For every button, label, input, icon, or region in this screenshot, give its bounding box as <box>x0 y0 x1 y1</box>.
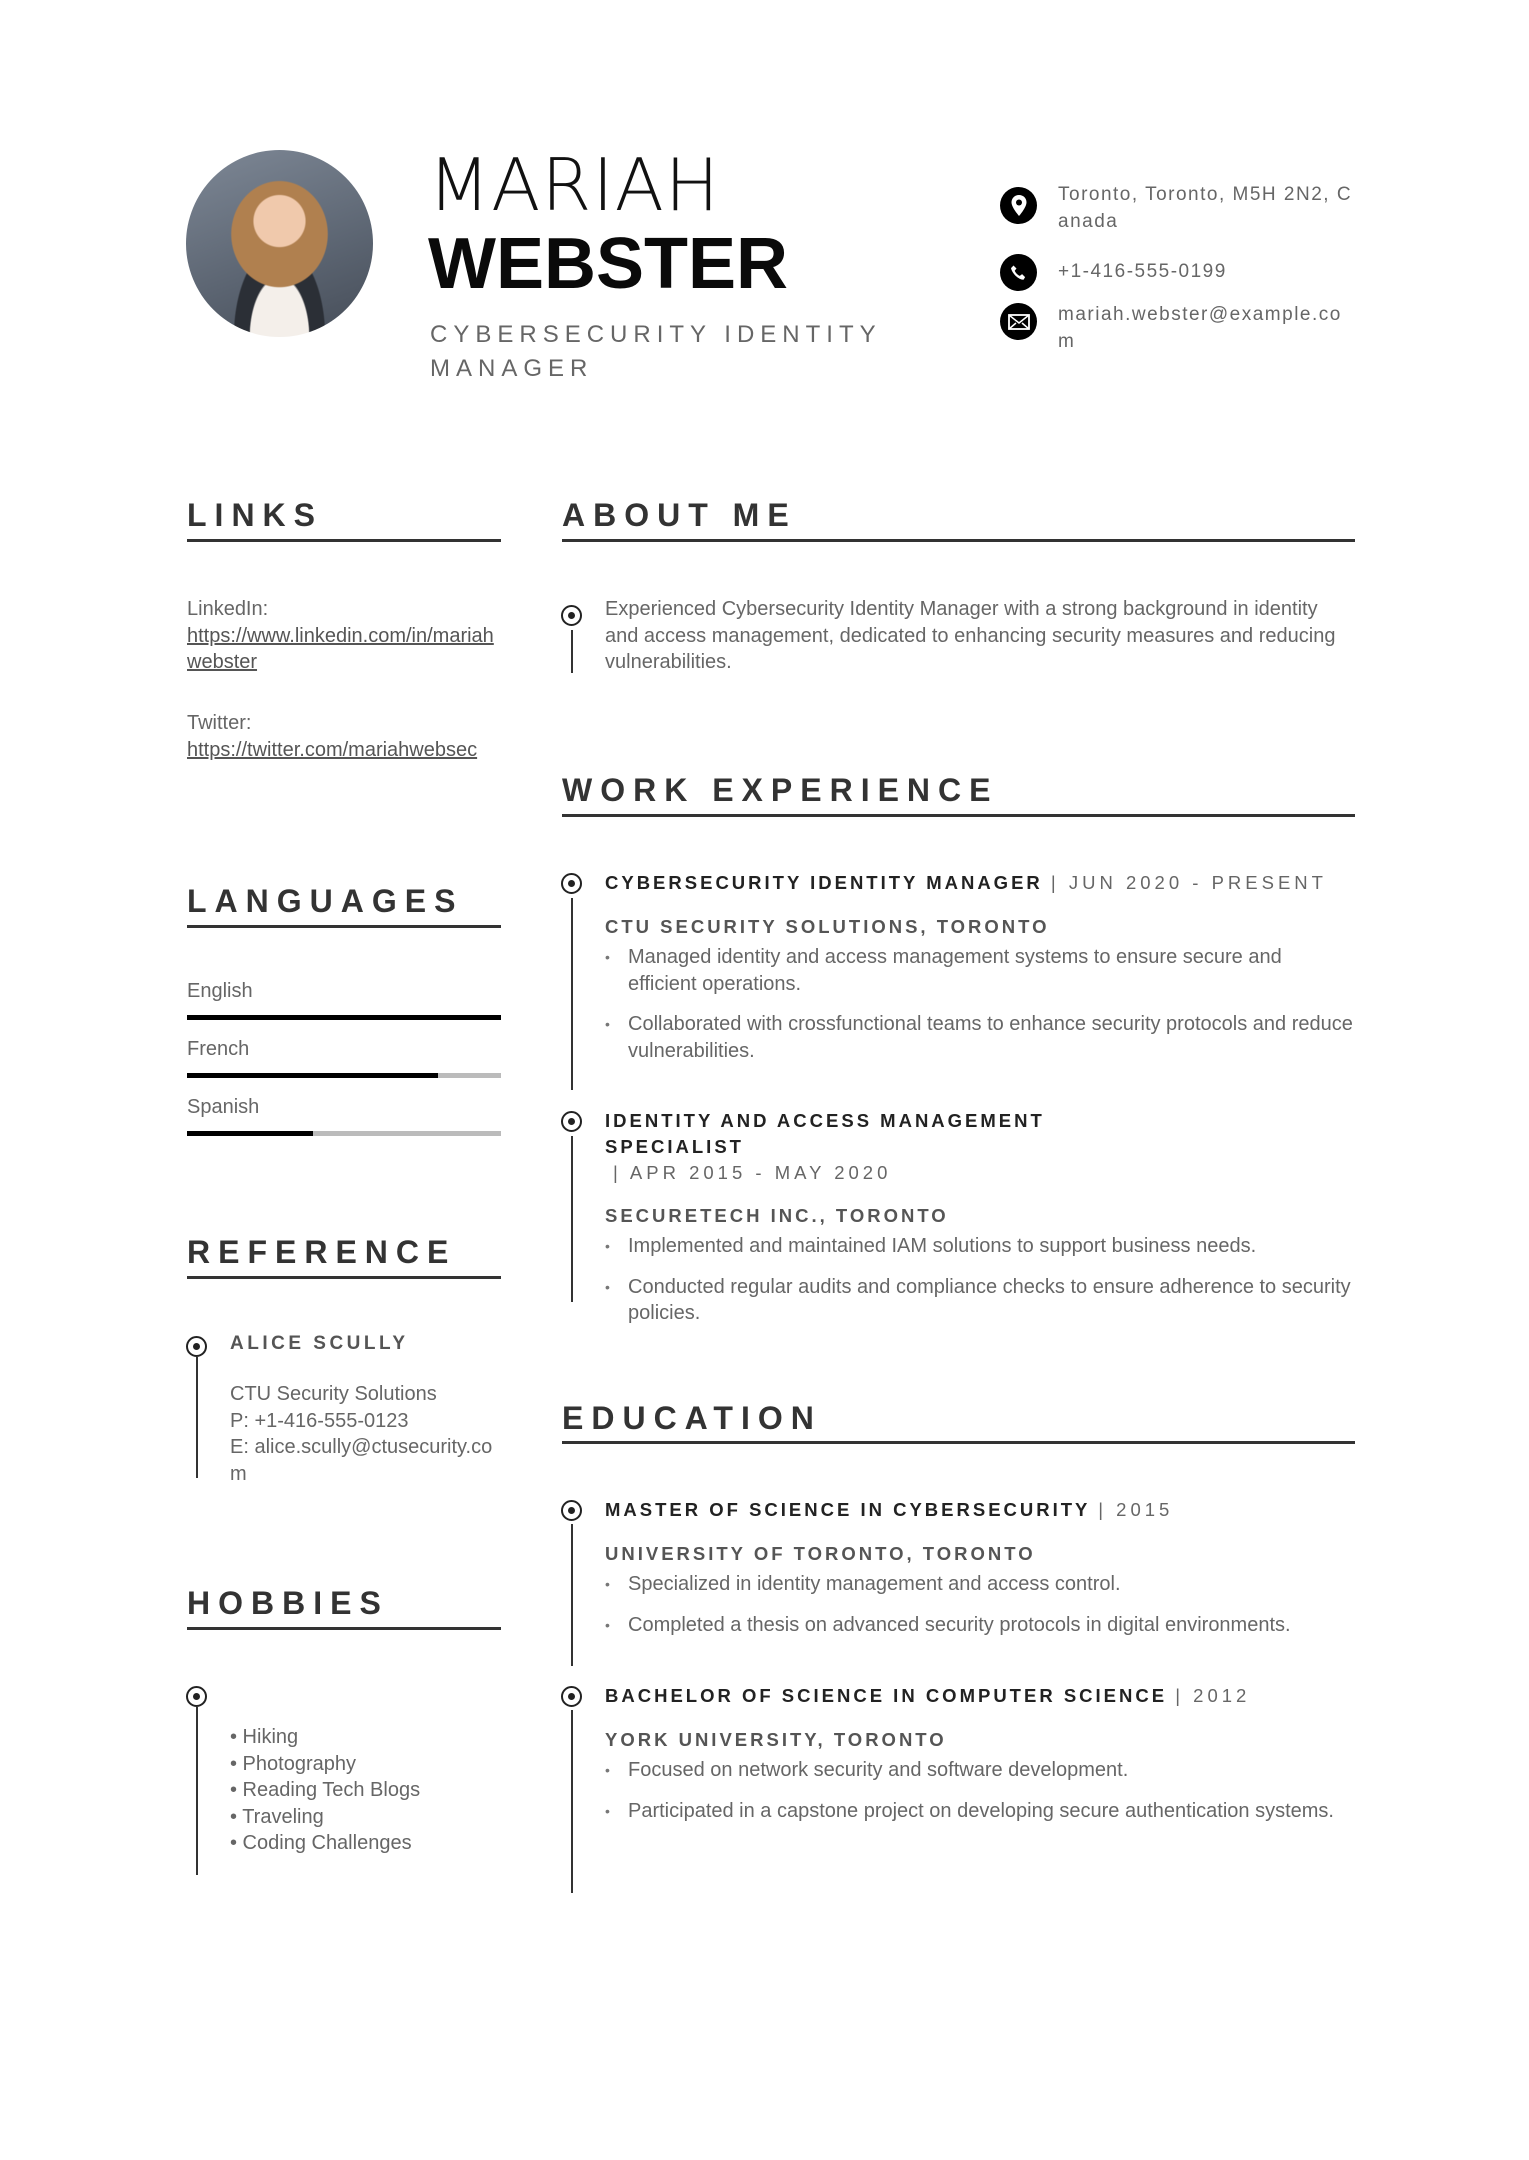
link-item-twitter <box>187 710 501 763</box>
hobby-item: • Traveling <box>230 1805 324 1828</box>
work-entry-title <box>605 1108 1165 1186</box>
language-level-bar <box>187 1131 501 1136</box>
job-company: CTU SECURITY SOLUTIONS, TORONTO <box>605 916 1050 937</box>
job-bullet: • Implemented and maintained IAM solutions to support business needs. <box>605 1233 1355 1260</box>
education-heading: EDUCATION <box>562 1400 822 1436</box>
education-bullet: • Focused on network security and software development. <box>605 1757 1355 1784</box>
hobby-item: • Coding Challenges <box>230 1832 412 1854</box>
education-entry-title <box>605 1497 1355 1523</box>
timeline-dot-icon <box>561 1500 582 1521</box>
degree-year: | 2015 <box>1098 1499 1174 1520</box>
languages-rule <box>187 925 501 928</box>
education-rule <box>562 1441 1355 1444</box>
reference-heading: REFERENCE <box>187 1234 457 1270</box>
links-rule <box>187 539 501 542</box>
school-name: YORK UNIVERSITY, TORONTO <box>605 1729 947 1750</box>
link-item-linkedin <box>187 596 501 676</box>
last-name: WEBSTER <box>428 224 788 304</box>
contact-email <box>1000 303 1358 355</box>
job-date: | JUN 2020 - PRESENT <box>1050 872 1327 893</box>
timeline-dot-icon <box>561 605 582 626</box>
contact-location <box>1000 184 1358 235</box>
first-name: MARIAH <box>428 143 721 227</box>
job-date: | APR 2015 - MAY 2020 <box>613 1162 892 1183</box>
language-item-spanish <box>187 1096 501 1136</box>
about-heading: ABOUT ME <box>562 497 797 533</box>
job-title-text: CYBERSECURITY IDENTITY MANAGER <box>605 872 1043 893</box>
timeline-dot-icon <box>186 1686 207 1707</box>
degree-year: | 2012 <box>1175 1685 1251 1706</box>
job-title-text: IDENTITY AND ACCESS MANAGEMENT SPECIALIST <box>605 1110 1045 1157</box>
reference-company: CTU Security Solutions <box>230 1383 437 1405</box>
language-name: English <box>187 980 253 1002</box>
timeline-line <box>571 1136 573 1302</box>
linkedin-label: LinkedIn: <box>187 598 269 620</box>
language-level-fill <box>187 1131 313 1136</box>
contact-phone-text: +1-416-555-0199 <box>1058 261 1227 282</box>
job-bullet: • Conducted regular audits and compliance checks to ensure adherence to security policies. <box>605 1274 1355 1327</box>
hobby-item: • Hiking <box>230 1726 299 1748</box>
hobbies-rule <box>187 1627 501 1630</box>
twitter-label: Twitter: <box>187 712 252 734</box>
language-name: Spanish <box>187 1096 260 1118</box>
education-bullet: • Completed a thesis on advanced security protocols in digital environments. <box>605 1612 1355 1639</box>
work-heading: WORK EXPERIENCE <box>562 772 999 808</box>
reference-email[interactable]: E: alice.scully@ctusecurity.com <box>230 1436 493 1485</box>
timeline-line <box>571 1524 573 1666</box>
phone-icon <box>1000 254 1037 291</box>
contact-email-text[interactable]: mariah.webster@example.com <box>1058 304 1342 352</box>
job-bullet: • Managed identity and access management systems to ensure secure and efficient operations. <box>605 944 1355 997</box>
hobby-item: • Photography <box>230 1752 356 1775</box>
timeline-dot-icon <box>561 873 582 894</box>
work-entry-title <box>605 870 1355 896</box>
twitter-link[interactable]: https://twitter.com/mariahwebsec <box>187 738 478 761</box>
reference-rule <box>187 1276 501 1279</box>
language-name: French <box>187 1038 250 1060</box>
education-entry <box>605 1683 1355 1824</box>
work-entry <box>605 1108 1351 1327</box>
reference-details <box>230 1381 500 1487</box>
reference-phone: P: +1-416-555-0123 <box>230 1409 409 1432</box>
language-level-fill <box>187 1015 501 1020</box>
contact-location-text: Toronto, Toronto, M5H 2N2, Canada <box>1058 184 1353 232</box>
languages-heading: LANGUAGES <box>187 883 464 919</box>
language-item-english <box>187 980 501 1020</box>
work-entry <box>605 870 1355 1064</box>
degree-text: MASTER OF SCIENCE IN CYBERSECURITY <box>605 1499 1091 1520</box>
education-bullet: • Participated in a capstone project on developing secure authentication systems. <box>605 1798 1355 1825</box>
contact-phone <box>1000 254 1358 291</box>
hobby-item: • Reading Tech Blogs <box>230 1779 421 1801</box>
school-name: UNIVERSITY OF TORONTO, TORONTO <box>605 1543 1036 1564</box>
timeline-line <box>571 1710 573 1893</box>
hobbies-heading: HOBBIES <box>187 1585 389 1621</box>
job-company: SECURETECH INC., TORONTO <box>605 1205 949 1226</box>
timeline-dot-icon <box>186 1336 207 1357</box>
envelope-icon <box>1000 303 1037 340</box>
hobbies-list <box>230 1724 420 1857</box>
reference-name: ALICE SCULLY <box>230 1333 409 1354</box>
timeline-line <box>571 630 573 673</box>
language-level-bar <box>187 1073 501 1078</box>
language-item-french <box>187 1038 501 1078</box>
about-text: Experienced Cybersecurity Identity Manager with a strong background in identity and access management, dedicated to enhancing security measures and reducing vulnerabilities. <box>605 598 1336 673</box>
language-level-fill <box>187 1073 438 1078</box>
about-rule <box>562 539 1355 542</box>
timeline-line <box>196 1357 198 1478</box>
education-entry <box>605 1497 1355 1638</box>
location-pin-icon <box>1000 187 1037 224</box>
job-title: CYBERSECURITY IDENTITY MANAGER <box>430 321 882 382</box>
timeline-line <box>571 898 573 1090</box>
links-heading: LINKS <box>187 497 323 533</box>
timeline-line <box>196 1707 198 1875</box>
language-level-bar <box>187 1015 501 1020</box>
timeline-dot-icon <box>561 1686 582 1707</box>
work-rule <box>562 814 1355 817</box>
profile-photo <box>186 150 373 337</box>
linkedin-link[interactable]: https://www.linkedin.com/in/mariahwebster <box>187 624 494 673</box>
timeline-dot-icon <box>561 1111 582 1132</box>
degree-text: BACHELOR OF SCIENCE IN COMPUTER SCIENCE <box>605 1685 1168 1706</box>
job-bullet: • Collaborated with crossfunctional teams to enhance security protocols and reduce vulnerabilities. <box>605 1011 1355 1064</box>
education-bullet: • Specialized in identity management and access control. <box>605 1571 1355 1598</box>
education-entry-title <box>605 1683 1355 1709</box>
